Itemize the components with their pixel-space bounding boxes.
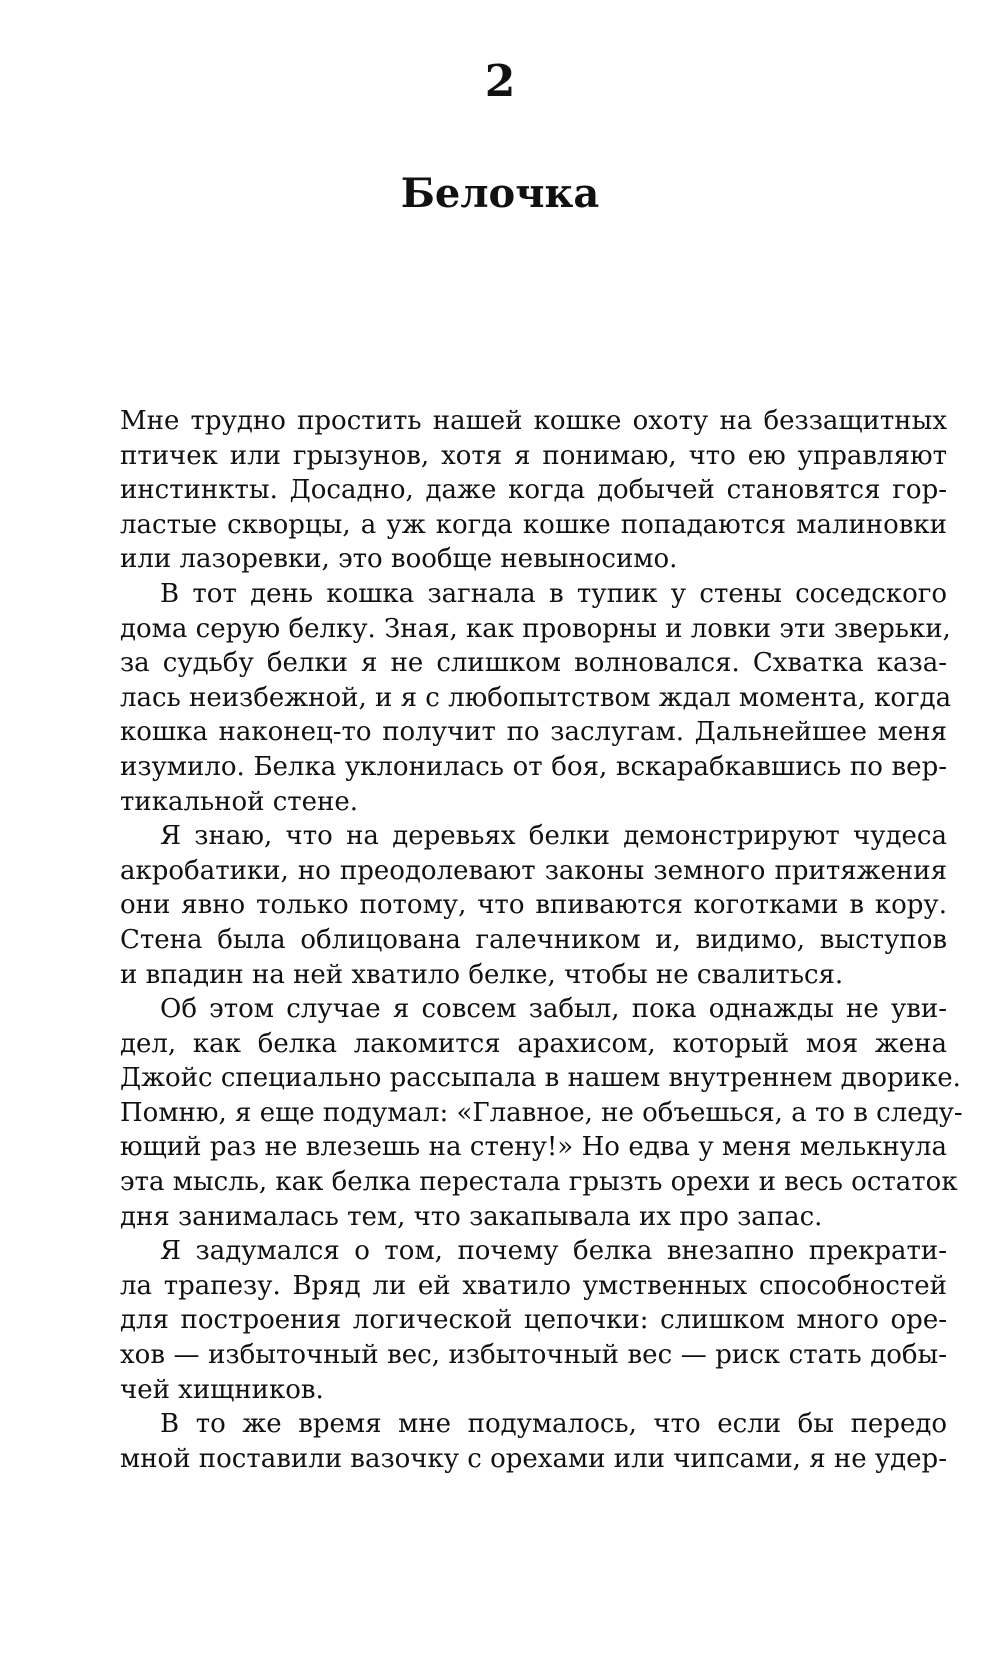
text-line: птичек или грызунов, хотя я понимаю, что ею управляют: [120, 440, 947, 471]
text-line: чей хищников.: [120, 1374, 324, 1405]
text-line: мной поставили вазочку с орехами или чипсами, я не удер-: [120, 1443, 947, 1474]
text-line: дома серую белку. Зная, как проворны и ловки эти зверьки,: [120, 613, 951, 644]
text-line: они явно только потому, что впиваются коготками в кору.: [120, 890, 947, 921]
text-line: ющий раз не влезешь на стену!» Но едва у меня мелькнула: [120, 1132, 947, 1163]
text-line: хов — избыточный вес, избыточный вес — риск стать добы-: [120, 1340, 947, 1371]
text-line: дня занималась тем, что закапывала их про запас.: [120, 1201, 823, 1232]
text-line: В то же время мне подумалось, что если бы передо: [160, 1409, 947, 1440]
text-line: В тот день кошка загнала в тупик у стены соседского: [160, 578, 947, 609]
chapter-number: 2: [484, 56, 516, 107]
text-line: инстинкты. Досадно, даже когда добычей становятся гор-: [120, 475, 947, 506]
text-line: Джойс специально рассыпала в нашем внутреннем дворике.: [120, 1063, 961, 1094]
text-line: Я знаю, что на деревьях белки демонстрируют чудеса: [160, 821, 947, 852]
text-line: эта мысль, как белка перестала грызть орехи и весь остаток: [120, 1167, 958, 1198]
text-line: лась неизбежной, и я с любопытством ждал момента, когда: [120, 682, 952, 713]
text-line: Мне трудно простить нашей кошке охоту на беззащитных: [120, 406, 947, 436]
text-line: изумило. Белка уклонилась от боя, вскарабкавшись по вер-: [120, 751, 947, 782]
text-line: Я задумался о том, почему белка внезапно прекрати-: [160, 1236, 947, 1267]
text-line: дел, как белка лакомится арахисом, который моя жена: [120, 1028, 947, 1059]
text-line: Об этом случае я совсем забыл, пока однажды не уви-: [160, 994, 947, 1025]
text-line: тикальной стене.: [120, 786, 359, 817]
text-line: акробатики, но преодолевают законы земного притяжения: [120, 855, 947, 886]
text-line: ла трапезу. Вряд ли ей хватило умственных способностей: [120, 1270, 947, 1301]
text-line: Стена была облицована галечником и, видимо, выступов: [120, 924, 947, 955]
chapter-title: Белочка: [400, 170, 600, 217]
text-line: или лазоревки, это вообще невыносимо.: [120, 544, 678, 575]
text-line: Помню, я еще подумал: «Главное, не объешься, а то в следу-: [120, 1097, 963, 1128]
text-line: ластые скворцы, а уж когда кошке попадаются малиновки: [120, 509, 947, 540]
text-line: и впадин на ней хватило белке, чтобы не свалиться.: [120, 959, 844, 990]
text-line: кошка наконец-то получит по заслугам. Дальнейшее меня: [120, 717, 947, 748]
text-line: за судьбу белки я не слишком волновался. Схватка каза-: [120, 648, 947, 679]
chapter-body-text: [120, 404, 963, 1476]
text-line: для построения логической цепочки: слишком много оре-: [120, 1305, 947, 1336]
